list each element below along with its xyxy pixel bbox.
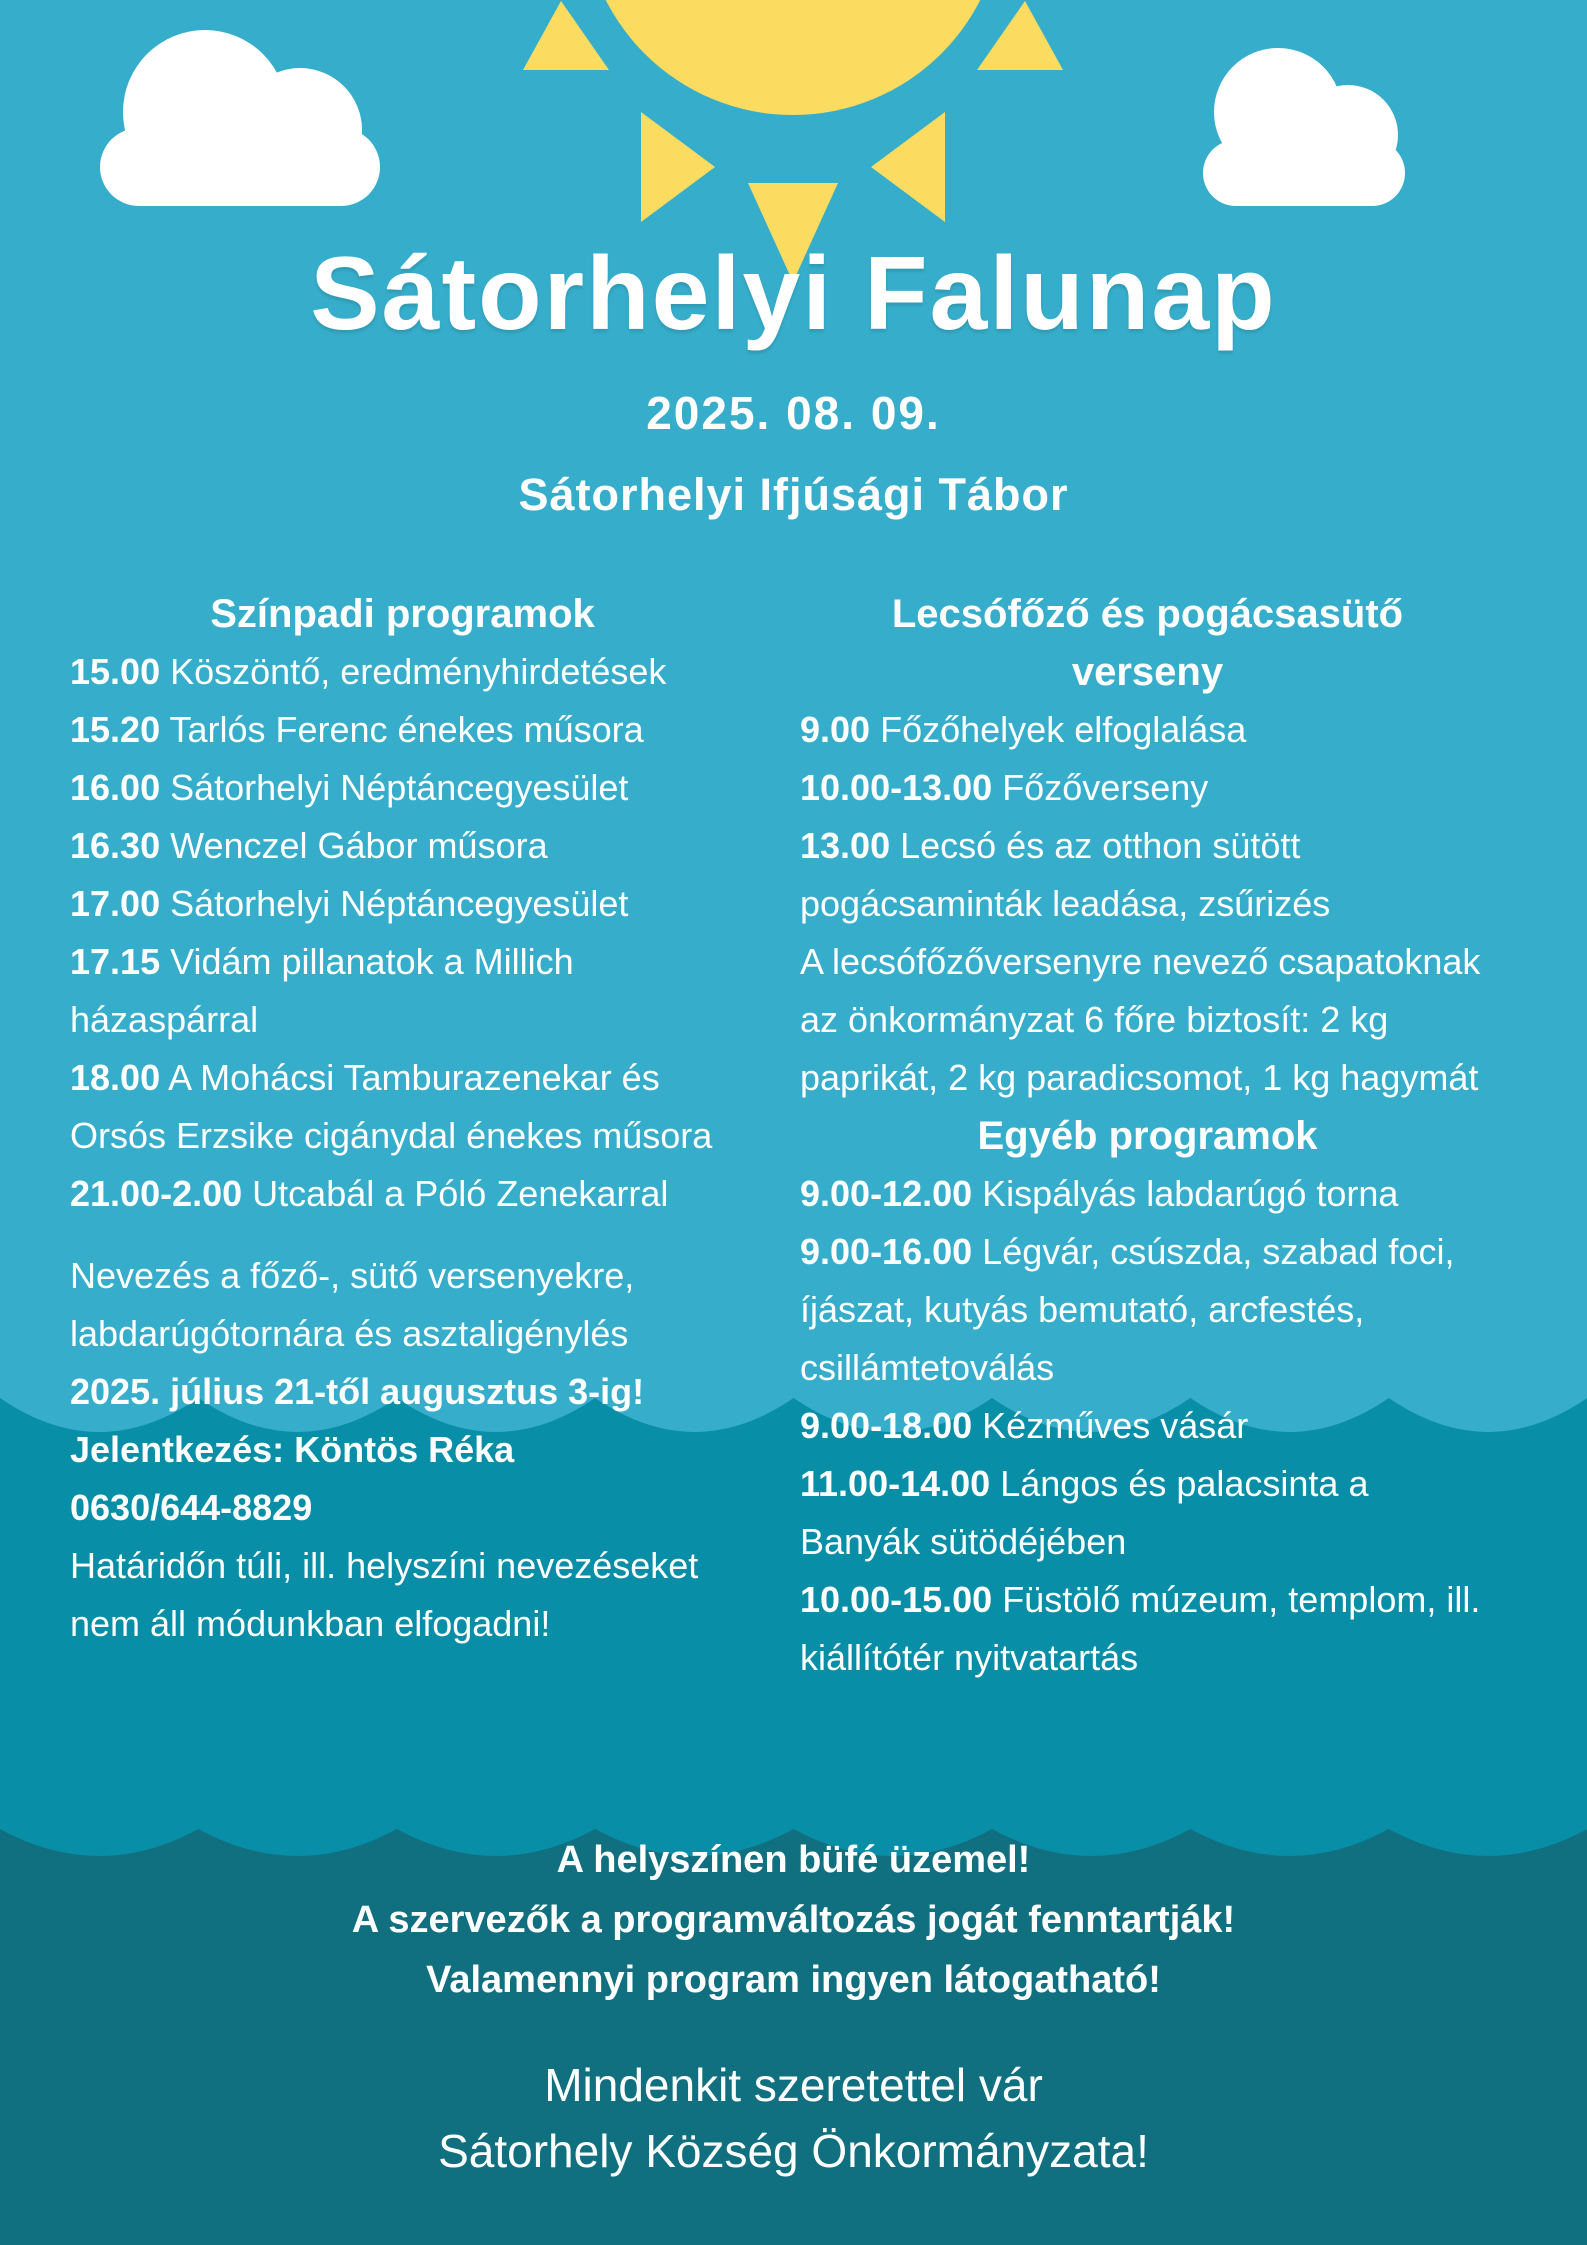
footer-note-line: A szervezők a programváltozás jogát fenntartják! bbox=[351, 1899, 1236, 1941]
registration-contact: Jelentkezés: Köntös Réka bbox=[70, 1429, 515, 1470]
program-item: 10.00-15.00 Füstölő múzeum, templom, ill. kiállítótér nyitvatartás bbox=[800, 1579, 1481, 1678]
event-date: 2025. 08. 09. bbox=[646, 387, 941, 439]
program-item: 15.00 Köszöntő, eredményhirdetések bbox=[70, 651, 667, 692]
program-item: 11.00-14.00 Lángos és palacsinta a Banyák sütödéjében bbox=[800, 1463, 1369, 1562]
program-item: 16.30 Wenczel Gábor műsora bbox=[70, 825, 548, 866]
closing-line: Sátorhely Község Önkormányzata! bbox=[438, 2125, 1149, 2177]
footer-note-line: A helyszínen büfé üzemel! bbox=[556, 1839, 1031, 1881]
stage-programs-heading: Színpadi programok bbox=[210, 592, 595, 636]
program-item: 9.00 Főzőhelyek elfoglalása bbox=[800, 709, 1247, 750]
program-item: 10.00-13.00 Főzőverseny bbox=[800, 767, 1209, 808]
event-venue: Sátorhelyi Ifjúsági Tábor bbox=[518, 469, 1069, 520]
program-item: 18.00 A Mohácsi Tamburazenekar és Orsós Erzsike cigánydal énekes műsora bbox=[70, 1057, 713, 1156]
program-item: 9.00-16.00 Légvár, csúszda, szabad foci, íjászat, kutyás bemutató, arcfestés, csillámtetoválás bbox=[800, 1231, 1455, 1388]
other-programs-heading: Egyéb programok bbox=[977, 1114, 1318, 1158]
cooking-contest-heading: Lecsófőző és pogácsasütő verseny bbox=[891, 592, 1404, 694]
program-item: 13.00 Lecsó és az otthon sütött pogácsaminták leadása, zsűrizés bbox=[800, 825, 1331, 924]
registration-warning: Határidőn túli, ill. helyszíni nevezéseket nem áll módunkban elfogadni! bbox=[70, 1545, 699, 1644]
program-item: 17.00 Sátorhelyi Néptáncegyesület bbox=[70, 883, 629, 924]
program-item: 15.20 Tarlós Ferenc énekes műsora bbox=[70, 709, 644, 750]
registration-deadline: 2025. július 21-től augusztus 3-ig! bbox=[70, 1371, 645, 1412]
registration-phone: 0630/644-8829 bbox=[70, 1487, 313, 1528]
program-item: 9.00-18.00 Kézműves vásár bbox=[800, 1405, 1249, 1446]
program-item: 9.00-12.00 Kispályás labdarúgó torna bbox=[800, 1173, 1399, 1214]
program-item: 17.15 Vidám pillanatok a Millich házaspárral bbox=[70, 941, 574, 1040]
closing-invitation bbox=[0, 2052, 1587, 2184]
closing-line: Mindenkit szeretettel vár bbox=[544, 2059, 1043, 2111]
registration-intro: Nevezés a főző-, sütő versenyekre, labdarúgótornára és asztaligénylés bbox=[70, 1255, 635, 1354]
footer-notes bbox=[0, 1830, 1587, 2010]
stage-programs-column bbox=[70, 585, 735, 1653]
program-item: 16.00 Sátorhelyi Néptáncegyesület bbox=[70, 767, 629, 808]
program-item: 21.00-2.00 Utcabál a Póló Zenekarral bbox=[70, 1173, 669, 1214]
page-title: Sátorhelyi Falunap bbox=[310, 236, 1277, 352]
footer-note-line: Valamennyi program ingyen látogatható! bbox=[426, 1959, 1161, 2001]
registration-note bbox=[70, 1247, 735, 1653]
cooking-contest-note: A lecsófőzőversenyre nevező csapatoknak az önkormányzat 6 főre biztosít: 2 kg paprikát, 2 kg paradicsomot, 1 kg hagymát bbox=[800, 941, 1481, 1098]
contest-programs-column bbox=[800, 585, 1495, 1687]
